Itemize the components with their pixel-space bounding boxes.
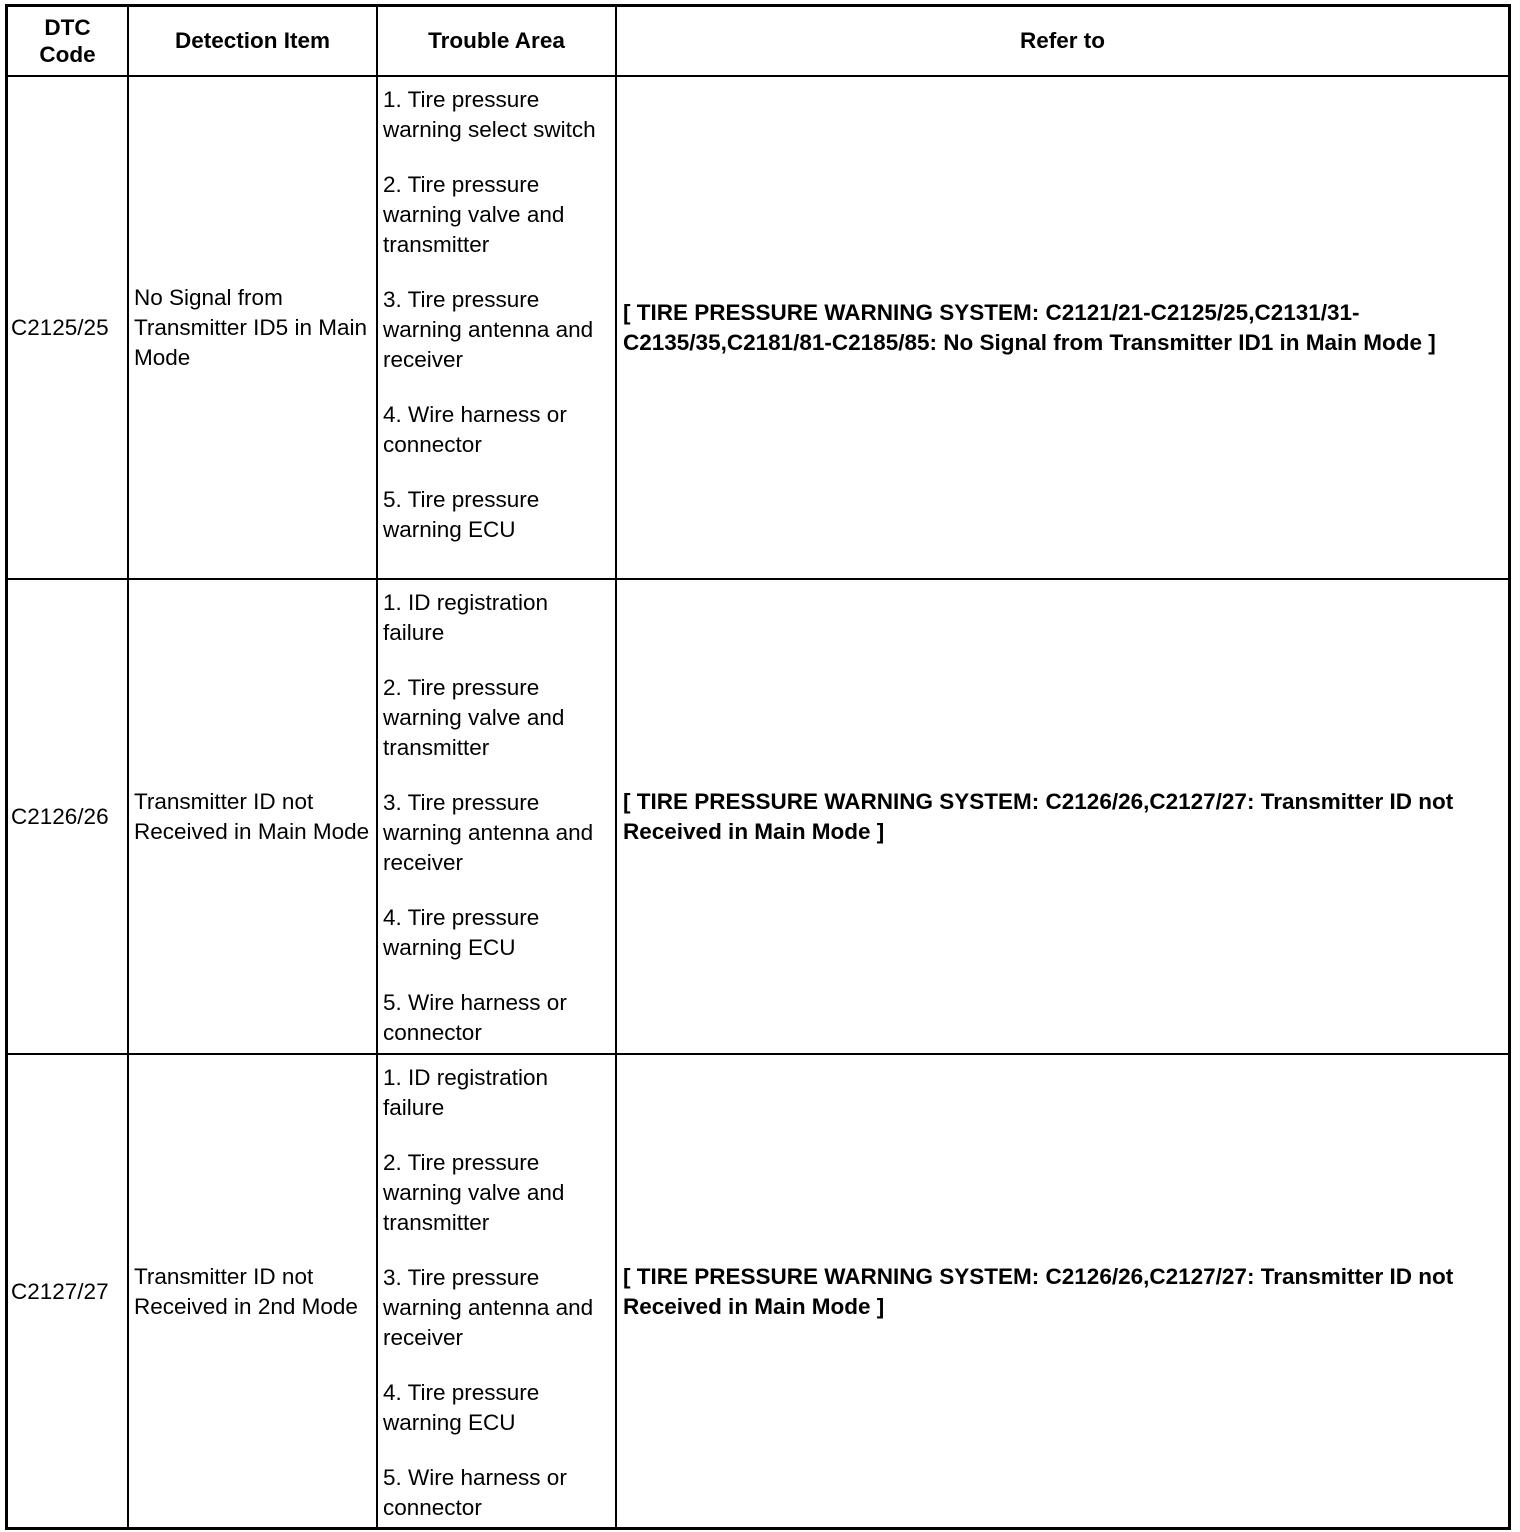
trouble-area-item: 1. ID registration failure — [383, 1065, 549, 1120]
trouble-area-list — [383, 1063, 610, 1523]
header-dtc-code-line1: DTC — [44, 15, 91, 40]
refer-to-link[interactable]: [ TIRE PRESSURE WARNING SYSTEM: C2126/26,C2127/27: Transmitter ID not Received in Main Mode ] — [616, 579, 1509, 1054]
refer-to-link[interactable]: [ TIRE PRESSURE WARNING SYSTEM: C2126/26,C2127/27: Transmitter ID not Received in Main Mode ] — [616, 1054, 1509, 1529]
trouble-area-list — [383, 85, 610, 545]
trouble-area-item: 5. Wire harness or connector — [383, 1465, 567, 1520]
header-dtc-code-line2: Code — [39, 42, 96, 67]
table-row — [7, 76, 1509, 579]
trouble-area-item: 4. Wire harness or connector — [383, 402, 567, 457]
trouble-area-item: 5. Tire pressure warning ECU — [383, 487, 540, 542]
detection-item-cell: Transmitter ID not Received in Main Mode — [128, 579, 377, 1054]
header-detection-item: Detection Item — [128, 6, 377, 76]
dtc-table — [6, 5, 1510, 1530]
dtc-code-cell: C2126/26 — [7, 579, 128, 1054]
trouble-area-item: 1. ID registration failure — [383, 590, 549, 645]
trouble-area-item: 2. Tire pressure warning valve and transmitter — [383, 1150, 565, 1235]
detection-item-cell: No Signal from Transmitter ID5 in Main Mode — [128, 76, 377, 579]
trouble-area-cell — [377, 76, 616, 579]
trouble-area-item: 2. Tire pressure warning valve and transmitter — [383, 172, 565, 257]
table-header-row — [7, 6, 1509, 76]
table-row — [7, 1054, 1509, 1529]
trouble-area-item: 3. Tire pressure warning antenna and receiver — [383, 1265, 594, 1350]
detection-item-cell: Transmitter ID not Received in 2nd Mode — [128, 1054, 377, 1529]
dtc-code-cell: C2127/27 — [7, 1054, 128, 1529]
trouble-area-cell — [377, 1054, 616, 1529]
trouble-area-cell — [377, 579, 616, 1054]
trouble-area-item: 2. Tire pressure warning valve and transmitter — [383, 675, 565, 760]
refer-to-link[interactable]: [ TIRE PRESSURE WARNING SYSTEM: C2121/21-C2125/25,C2131/31-C2135/35,C2181/81-C2185/85: No Signal from Transmitter ID1 in Main Mode ] — [616, 76, 1509, 579]
trouble-area-item: 1. Tire pressure warning select switch — [383, 87, 596, 142]
trouble-area-list — [383, 588, 610, 1048]
table-row — [7, 579, 1509, 1054]
trouble-area-item: 5. Wire harness or connector — [383, 990, 567, 1045]
trouble-area-item: 4. Tire pressure warning ECU — [383, 1380, 540, 1435]
header-dtc-code — [7, 6, 128, 76]
trouble-area-item: 3. Tire pressure warning antenna and receiver — [383, 790, 594, 875]
header-refer-to: Refer to — [616, 6, 1509, 76]
dtc-code-cell: C2125/25 — [7, 76, 128, 579]
header-trouble-area: Trouble Area — [377, 6, 616, 76]
trouble-area-item: 4. Tire pressure warning ECU — [383, 905, 540, 960]
trouble-area-item: 3. Tire pressure warning antenna and receiver — [383, 287, 594, 372]
